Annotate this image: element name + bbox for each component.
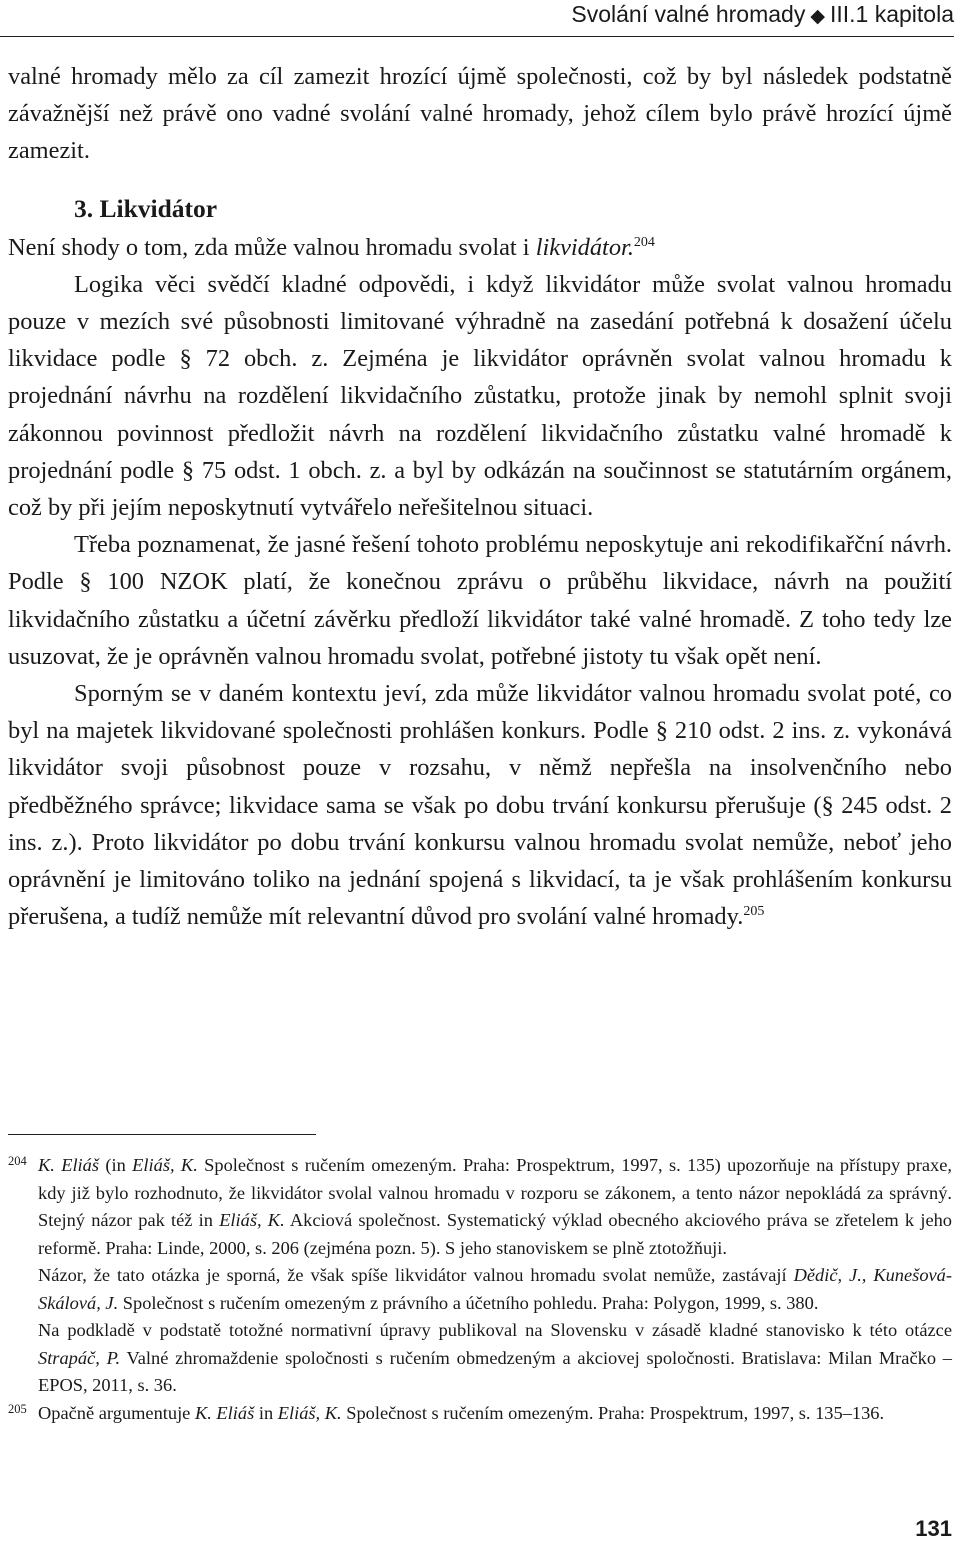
author-name: Strapáč, P.	[38, 1347, 121, 1368]
footnote-204	[8, 1152, 952, 1262]
author-name: Eliáš, K.	[132, 1155, 198, 1175]
footnote-divider	[8, 1134, 316, 1135]
paragraph-logic: Logika věci svědčí kladné odpovědi, i když likvidátor může svolat valnou hromadu pouze v mezích své působnosti limitované výhradně na zasedání potřebná k dosažení účelu likvidace podle § 72 obch. z. Zejména je likvidátor oprávněn svolat valnou hromadu k projednání návrhu na rozdělení likvidačního zůstatku, protože jinak by nemohl splnit svoji zákonnou povinnost předložit návrh na rozdělení likvidačního zůstatku valné hromadě k projednání podle § 75 odst. 1 obch. z. a byl by odkázán na součinnost se statutárním orgánem, což by při jejím neposkytnutí vytvářelo neřešitelnou situaci.	[8, 270, 952, 522]
footnotes	[8, 1152, 952, 1427]
page-number: 131	[915, 1516, 952, 1541]
paragraph-recodification: Třeba poznamenat, že jasné řešení tohoto problému neposkytuje ani rekodifikařční návrh. Podle § 100 NZOK platí, že konečnou zprávu o průběhu likvidace, návrh na použití likvidačního zůstatku a účetní závěrku předloží likvidátor také valné hromadě. Z toho tedy lze usuzovat, že je oprávněn valnou hromadu svolat, potřebné jistoty tu však opět není.	[8, 531, 952, 670]
section-heading: 3. Likvidátor	[74, 193, 218, 223]
author-name: K. Eliáš	[194, 1402, 255, 1423]
footnote-text: Akciová společnost. Systematický výklad obecného akciového práva se zřetelem k jeho reformě. Praha: Linde, 2000, s. 206 (zejména pozn. 5). S jeho stanoviskem se plně ztotožňuji.	[38, 1210, 952, 1258]
footnote-204-continuation-1	[8, 1262, 952, 1317]
paragraph-bankruptcy-text: Sporným se v daném kontextu jeví, zda může likvidátor valnou hromadu svolat poté, co byl na majetek likvidované společnosti prohlášen konkurs. Podle § 210 odst. 2 ins. z. vykonává likvidátor svoji působnost pouze v rozsahu, v němž nepřešla na insolvenčního nebo předběžného správce; likvidace sama se však po dobu trvání konkursu přerušuje (§ 245 odst. 2 ins. z.). Proto likvidátor po dobu trvání konkursu valnou hromadu svolat nemůže, neboť jeho oprávnění je limitováno toliko na jednání spojená s likvidací, ta je však prohlášením konkursu přerušena, a tudíž nemůže mít relevantní důvod pro svolání valné hromady.	[8, 680, 952, 931]
author-name: Eliáš, K.	[277, 1402, 342, 1423]
header-title: Svolání valné hromady	[571, 1, 806, 27]
footnote-text: Společnost s ručením omezeným z právního a účetního pohledu. Praha: Polygon, 1999, s. 380.	[118, 1292, 819, 1313]
author-name: Eliáš, K.	[219, 1210, 285, 1230]
footnote-ref-204: 204	[633, 234, 655, 250]
footnote-205	[8, 1400, 952, 1428]
author-name: K. Eliáš	[38, 1155, 100, 1175]
running-header	[0, 0, 954, 37]
footnote-text: Společnost s ručením omezeným. Praha: Prospektrum, 1997, s. 135–136.	[341, 1402, 885, 1423]
header-chapter: III.1 kapitola	[829, 1, 954, 27]
footnote-text: Názor, že tato otázka je sporná, že však spíše likvidátor valnou hromadu svolat nemůže, zastávají	[38, 1265, 794, 1285]
footnote-text: in	[254, 1402, 278, 1423]
paragraph-bankruptcy	[8, 675, 952, 935]
footnote-text: Valné zhromaždenie spoločnosti s ručením obmedzeným a akciovej spoločnosti. Bratislava: Milan Mračko – EPOS, 2011, s. 36.	[38, 1347, 953, 1395]
footnote-204-continuation-2	[8, 1317, 952, 1400]
main-text	[8, 58, 952, 935]
footnote-text: (in	[99, 1155, 133, 1175]
footnote-text: Na podkladě v podstatě totožné normativní úpravy publikoval na Slovensku v zásadě kladné stanovisko k této otázce	[38, 1320, 952, 1340]
term-likvidator: likvidátor.	[535, 233, 634, 261]
footnote-number: 205	[8, 1401, 27, 1416]
footnote-number: 204	[8, 1154, 27, 1168]
footnote-ref-205: 205	[743, 904, 765, 920]
paragraph-continuation: valné hromady mělo za cíl zamezit hrozící újmě společnosti, což by byl následek podstatně závažnější než právě ono vadné svolání valné hromady, jehož cílem bylo právě hrozící újmě zamezit.	[8, 63, 952, 165]
paragraph-intro	[8, 229, 952, 266]
paragraph-intro-text: Není shody o tom, zda může valnou hromadu svolat i	[8, 233, 536, 261]
footnote-text: Společnost s ručením omezeným. Praha: Prospektrum, 1997, s. 135) upozorňuje na přístupy praxe, kdy již bylo rozhodnuto, že likvidátor svolal valnou hromadu v rozporu se zákonem, a tento názor nepokládá za správný. Stejný názor pak též in	[38, 1155, 952, 1230]
diamond-icon: ◆	[810, 6, 825, 27]
author-name: Dědič, J., Kunešová-Skálová, J.	[38, 1265, 952, 1313]
footnote-text: Opačně argumentuje	[38, 1402, 195, 1423]
